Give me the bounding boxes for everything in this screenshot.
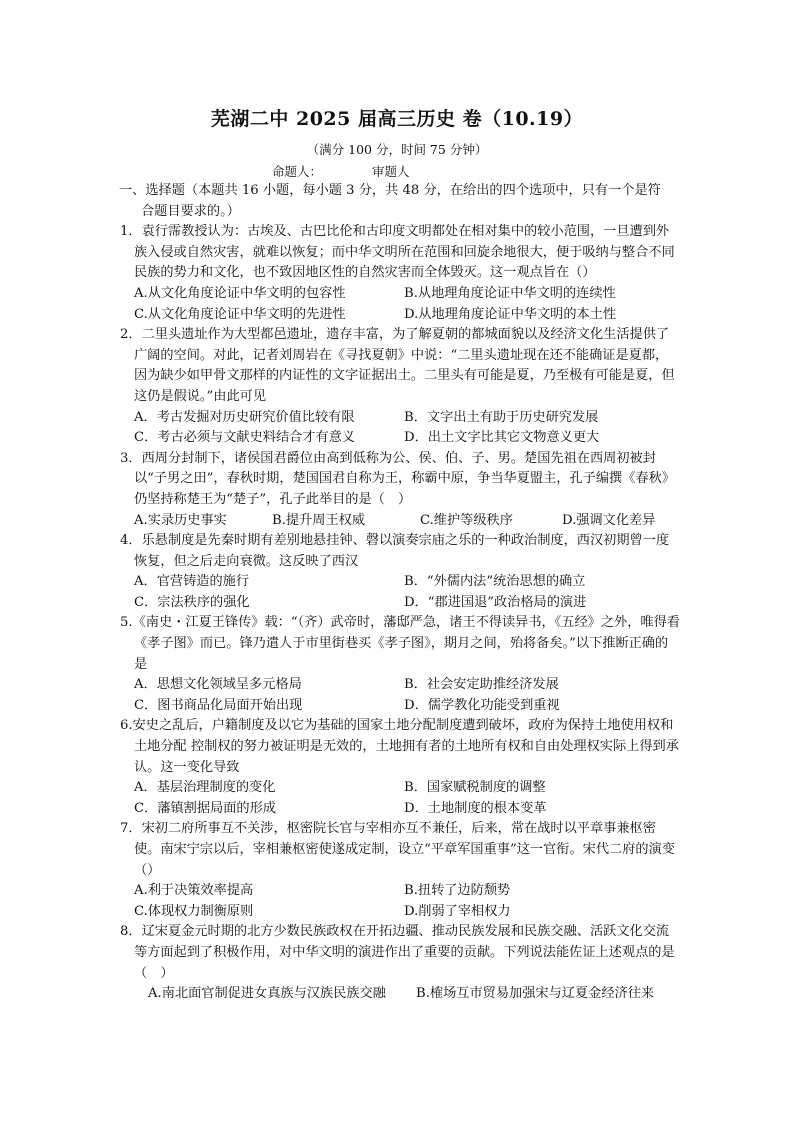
question-stem: 7．宋初二府所事互不关涉，枢密院长官与宰相亦互不兼任，后来，常在战时以平章事兼枢密使。南宋宁宗以后，宰相兼枢密使遂成定制，设立“平章军国重事”这一官衔。宋代二府的演变（） <box>120 821 675 878</box>
option-b: B.从地理角度论证中华文明的连续性 <box>404 285 616 301</box>
question-stem: 5.《南史・江夏王锋传》载：“（齐）武帝时，藩邸严急，诸王不得读异书，《五经》之外，唯得看《孝子图》而已。锋乃遣人于市里街巷买《孝子图》，期月之间，殆将备矣。”以下推断正确的是 <box>120 615 680 672</box>
option-a: A．官营铸造的施行 <box>134 574 250 590</box>
option-d: D.从地理角度论证中华文明的本土性 <box>404 306 617 322</box>
option-a: A.实录历史事实 <box>134 512 227 528</box>
question-stem: 3．西周分封制下，诸侯国君爵位由高到低称为公、侯、伯、子、男。楚国先祖在西周初被封以“子男之田”，春秋时期，楚国国君自称为王，称霸中原，争当华夏盟主，孔子编撰《春秋》仍坚持称楚王为“楚子”，孔子此举目的是（ ） <box>120 450 675 507</box>
question-7 <box>120 819 680 922</box>
option-c: C.体现权力制衡原则 <box>134 903 254 919</box>
option-a: A．思想文化领域呈多元格局 <box>134 677 302 693</box>
option-d: D．“郡进国退”政治格局的演进 <box>404 594 587 610</box>
option-b: B．“外儒内法”统治思想的确立 <box>404 574 586 590</box>
option-d: D.强调文化差异 <box>562 512 656 528</box>
exam-title: 芜湖二中 2025 届高三历史 卷（10.19） <box>210 108 584 130</box>
option-d: D．土地制度的根本变革 <box>404 800 547 816</box>
question-2 <box>120 325 680 449</box>
option-b: B.提升周王权威 <box>272 512 366 528</box>
option-b: B．国家赋税制度的调整 <box>404 780 546 796</box>
option-a: A.南北面官制促进女真族与汉族民族交融 <box>148 986 386 1002</box>
question-6 <box>120 716 680 819</box>
exam-content <box>120 181 680 1005</box>
option-d: D．儒学教化功能受到重视 <box>404 697 560 713</box>
question-stem: 4．乐悬制度是先秦时期有差别地悬挂钟、磬以演奏宗庙之乐的一种政治制度，西汉初期曾一度恢复，但之后走向衰微。这反映了西汉 <box>120 533 670 569</box>
option-c: C．考古必须与文献史料结合才有意义 <box>134 430 356 446</box>
question-stem: 2．二里头遗址作为大型都邑遗址，遗存丰富，为了解夏朝的都城面貌以及经济文化生活提供了广阔的空间。对此，记者刘周岩在《寻找夏朝》中说：“二里头遗址现在还不能确证是夏都，因为缺少如甲骨文那样的内证性的文字证据出土。二里头有可能是夏，乃至极有可能是夏，但这仍是假说。”由此可见 <box>120 327 675 404</box>
question-5 <box>120 613 680 716</box>
option-c: C．宗法秩序的强化 <box>134 594 250 610</box>
question-stem: 1．袁行霈教授认为：古埃及、古巴比伦和古印度文明都处在相对集中的较小范围，一旦遭到外族入侵或自然灾害，就难以恢复；而中华文明所在范围和回旋余地很大，便于吸纳与整合不同民族的势力和文化，也不致因地区性的自然灾害而全体毁灭。这一观点旨在（） <box>120 224 675 281</box>
reviewer-label: 审题人 <box>372 164 410 179</box>
author-label: 命题人： <box>272 164 323 179</box>
section-heading-line1: 一、选择题（本题共 16 小题，每小题 3 分，共 48 分，在给出的四个选项中，只有一个是符 <box>119 183 661 198</box>
question-8 <box>120 922 680 1004</box>
options <box>120 408 680 449</box>
options <box>120 284 680 325</box>
exam-subtitle: （满分 100 分，时间 75 分钟） <box>306 142 488 157</box>
section-heading-line2: 合题目要求的。） <box>141 203 240 219</box>
options <box>120 675 680 716</box>
option-b: B.榷场互市贸易加强宋与辽夏金经济往来 <box>416 986 655 1002</box>
option-a: A．考古发掘对历史研究价值比较有限 <box>134 409 355 425</box>
option-c: C．藩镇割据局面的形成 <box>134 800 276 816</box>
options <box>120 984 680 1005</box>
option-c: C.从文化角度论证中华文明的先进性 <box>134 306 346 322</box>
options <box>120 572 680 613</box>
option-c: C.维护等级秩序 <box>420 512 513 528</box>
question-1 <box>120 222 680 325</box>
options <box>120 881 680 922</box>
option-b: B．文字出土有助于历史研究发展 <box>404 409 599 425</box>
option-a: A.从文化角度论证中华文明的包容性 <box>134 285 346 301</box>
options <box>120 778 680 819</box>
question-3 <box>120 449 680 531</box>
option-c: C．图书商品化局面开始出现 <box>134 697 303 713</box>
option-a: A．基层治理制度的变化 <box>134 780 276 796</box>
option-a: A.利于决策效率提高 <box>134 883 254 899</box>
option-b: B.扭转了边防颓势 <box>404 883 511 899</box>
section-heading <box>120 181 680 222</box>
author-line <box>272 162 410 180</box>
question-stem: 8．辽宋夏金元时期的北方少数民族政权在开拓边疆、推动民族发展和民族交融、活跃文化交流等方面起到了积极作用，对中华文明的演进作出了重要的贡献。下列说法能佐证上述观点的是（ ） <box>120 924 675 981</box>
question-4 <box>120 531 680 613</box>
option-b: B．社会安定助推经济发展 <box>404 677 559 693</box>
options <box>120 511 680 532</box>
option-d: D.削弱了宰相权力 <box>404 903 511 919</box>
question-stem: 6.安史之乱后，户籍制度及以它为基础的国家土地分配制度遭到破坏，政府为保持土地使用权和土地分配 控制权的努力被证明是无效的，土地拥有者的土地所有权和自由处理权实际上得到承认。这一变化导致 <box>120 718 679 775</box>
option-d: D．出土文字比其它文物意义更大 <box>404 430 600 446</box>
